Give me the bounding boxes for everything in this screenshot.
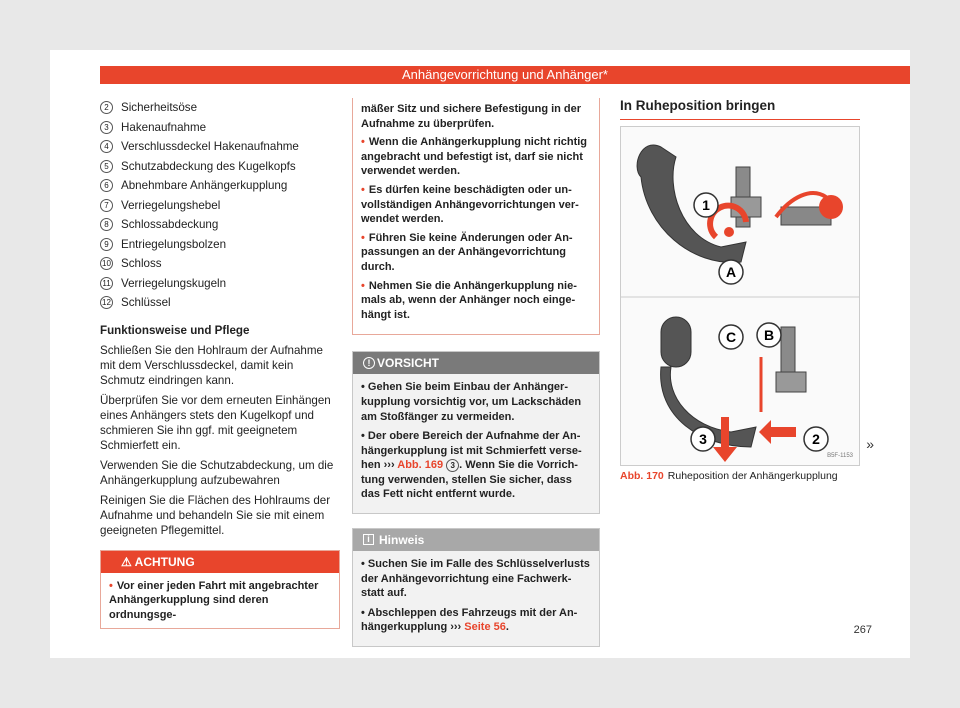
function-paragraph: Schließen Sie den Hohlraum der Aufnahme mit dem Verschlussdeckel, damit kein Schmutz eindringen kann.: [100, 343, 323, 387]
legend-item: [100, 215, 340, 235]
achtung-item: • Führen Sie keine Änderungen oder An-passungen an der Anhängevorrichtung durch.: [361, 231, 573, 273]
vorsicht-item: • Gehen Sie beim Einbau der Anhänger-kupplung vorsichtig vor, um Lackschäden am Stoßfänger zu vermeiden.: [361, 381, 582, 423]
legend-item: [100, 98, 340, 118]
function-paragraph: Überprüfen Sie vor dem erneuten Einhängen eines Anhängers stets den Kugelkopf und schmieren Sie ihn ggf. mit geeignetem Schmierfett ein.: [100, 393, 331, 452]
callout-2: [804, 427, 828, 451]
page-header: Anhängevorrichtung und Anhänger*: [100, 66, 910, 84]
achtung-header: [101, 551, 339, 573]
svg-text:1: 1: [702, 197, 710, 213]
achtung-box: [100, 550, 340, 630]
legend-item: [100, 293, 340, 313]
callout-B: [757, 323, 781, 347]
function-heading: Funktionsweise und Pflege: [100, 323, 250, 337]
hinweis-box: [352, 528, 600, 647]
legend-label: Schutzabdeckung des Kugelkopfs: [121, 159, 296, 173]
legend-number: 10: [100, 257, 113, 270]
legend-label: Abnehmbare Anhängerkupplung: [121, 179, 288, 193]
section-title: In Ruheposition bringen: [620, 98, 860, 120]
legend-item: [100, 176, 340, 196]
column-right: [620, 98, 874, 482]
legend-label: Sicherheitsöse: [121, 101, 198, 115]
figure-tow-hitch: [620, 126, 860, 466]
hinweis-title: Hinweis: [379, 533, 425, 548]
vorsicht-title: VORSICHT: [377, 356, 440, 371]
continue-chevron-icon: »: [866, 436, 874, 452]
legend-label: Hakenaufnahme: [121, 120, 207, 134]
legend-label: Schloss: [121, 257, 162, 271]
legend-item: [100, 235, 340, 255]
svg-text:C: C: [725, 329, 737, 345]
legend-item: [100, 118, 340, 138]
callout-1: [694, 193, 718, 217]
caption-text: Ruheposition der Anhängerkupplung: [667, 470, 838, 482]
vorsicht-box: [352, 351, 600, 514]
legend-item: [100, 254, 340, 274]
legend-list: [100, 98, 340, 313]
legend-label: Verschlussdeckel Hakenaufnahme: [121, 140, 299, 154]
legend-label: Entriegelungsbolzen: [121, 237, 227, 251]
legend-number: 2: [100, 101, 113, 114]
function-paragraph: Reinigen Sie die Flächen des Hohlraums der Aufnahme und behandeln Sie sie mit einem geeigneten Pflegemittel.: [100, 493, 331, 537]
achtung-body: [101, 573, 339, 629]
legend-label: Verriegelungshebel: [121, 198, 221, 212]
callout-A: [719, 260, 743, 284]
svg-text:3: 3: [699, 431, 707, 447]
bullet-icon: •: [361, 136, 365, 149]
bullet-icon: •: [109, 579, 113, 592]
manual-page: [50, 50, 910, 658]
vorsicht-item: • Der obere Bereich der Aufnahme der An-hängerkupplung ist mit Schmierfett verse-hen ››› Abb. 169 3 . Wenn Sie die Vorrich-tung verwenden, stellen Sie sicher, dass das Fett nicht entfernt wurde.: [361, 430, 582, 501]
page-number: 267: [853, 624, 872, 636]
achtung-item: • Es dürfen keine beschädigten oder un-vollständigen Anhängevorrichtungen ver-wendet werden.: [361, 183, 579, 226]
legend-number: 9: [100, 238, 113, 251]
bullet-icon: •: [361, 183, 365, 196]
legend-number: 4: [100, 140, 113, 153]
figure-caption: [620, 470, 860, 482]
callout-3: [691, 427, 715, 451]
legend-number: 7: [100, 199, 113, 212]
achtung-item: • Wenn die Anhängerkupplung nicht richtig angebracht und befestigt ist, darf sie nicht verwendet werden.: [361, 136, 588, 178]
legend-label: Verriegelungskugeln: [121, 276, 227, 290]
bullet-icon: •: [361, 279, 365, 292]
hinweis-body: [353, 551, 599, 646]
achtung-item: • Nehmen Sie die Anhängerkupplung nie-mals ab, wenn der Anhänger noch einge-hängt ist.: [361, 279, 577, 321]
legend-number: 3: [100, 121, 113, 134]
info-circle-icon: !: [363, 357, 375, 369]
legend-item: [100, 196, 340, 216]
callout-C: [719, 325, 743, 349]
legend-number: 8: [100, 218, 113, 231]
legend-label: Schlossabdeckung: [121, 218, 219, 232]
legend-item: [100, 137, 340, 157]
legend-label: Schlüssel: [121, 296, 171, 310]
warning-triangle-icon: ⚠: [121, 554, 132, 569]
legend-number: 11: [100, 277, 113, 290]
info-square-icon: i: [363, 534, 374, 545]
function-paragraph: Verwenden Sie die Schutzabdeckung, um die Anhängerkupplung aufzubewahren: [100, 458, 334, 487]
vorsicht-body: [353, 374, 599, 513]
vorsicht-header: [353, 352, 599, 374]
column-left: [100, 98, 340, 629]
hitch-top-drawing: [637, 145, 843, 262]
svg-text:B: B: [763, 327, 775, 343]
legend-item: [100, 274, 340, 294]
achtung-title: ACHTUNG: [134, 554, 195, 569]
caption-label: Abb. 170: [620, 470, 664, 482]
hinweis-header: [353, 529, 599, 551]
tow-hitch-illustration: [621, 127, 859, 465]
figure-code: B5F-1153: [827, 453, 853, 459]
figure-ref-number: 3: [446, 459, 459, 472]
bullet-icon: •: [361, 231, 365, 244]
page-link[interactable]: Seite 56: [464, 621, 506, 634]
figure-link[interactable]: Abb. 169: [397, 459, 444, 472]
achtung-continued: [352, 98, 600, 335]
legend-number: 5: [100, 160, 113, 173]
svg-text:2: 2: [812, 431, 820, 447]
hinweis-item: • Abschleppen des Fahrzeugs mit der An-hängerkupplung ››› Seite 56.: [361, 606, 578, 634]
svg-text:A: A: [725, 264, 737, 280]
achtung-first: Vor einer jeden Fahrt mit angebrachter Anhängerkupplung sind deren ordnungsge-: [109, 579, 319, 621]
legend-number: 6: [100, 179, 113, 192]
legend-item: [100, 157, 340, 177]
legend-number: 12: [100, 296, 113, 309]
column-middle: [352, 98, 600, 647]
hinweis-item: • Suchen Sie im Falle des Schlüsselverlusts der Anhängevorrichtung eine Fachwerk-statt auf.: [361, 558, 590, 600]
achtung-cont-text: mäßer Sitz und sichere Befestigung in der Aufnahme zu überprüfen.: [361, 103, 582, 130]
